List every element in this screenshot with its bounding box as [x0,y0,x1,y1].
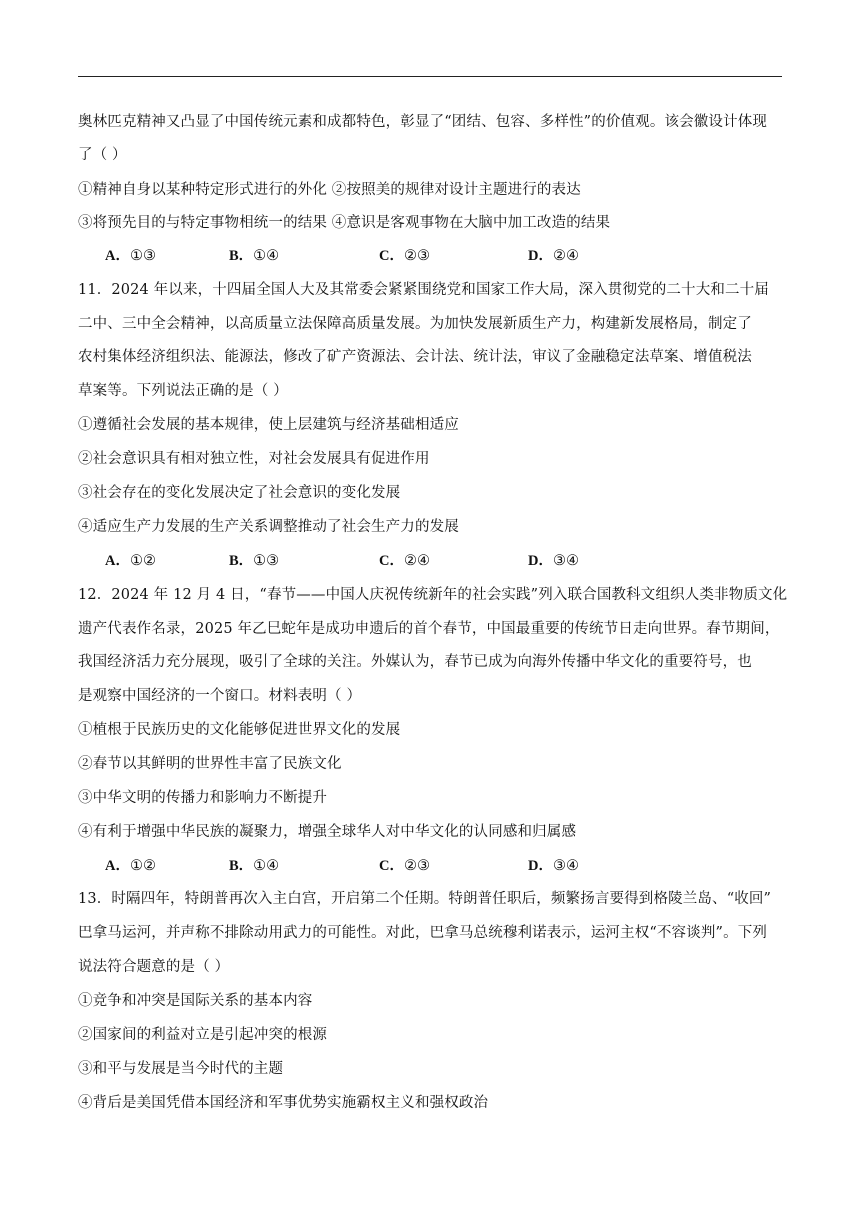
q13-statement: ②国家间的利益对立是引起冲突的根源 [78,1027,328,1043]
q12-stem-line: 是观察中国经济的一个窗口。材料表明（ ） [78,688,362,704]
q11-stem-line: 11．2024 年以来，十四届全国人大及其常委会紧紧围绕党和国家工作大局，深入贯彻党的二十大和二十届 [78,282,769,298]
q13-stem-line: 13．时隔四年，特朗普再次入主白宫，开启第二个任期。特朗普任职后，频繁扬言要得到格陵兰岛、“收回” [78,891,772,907]
q12-statement: ②春节以其鲜明的世界性丰富了民族文化 [78,756,342,772]
q12-statement: ①植根于民族历史的文化能够促进世界文化的发展 [78,722,401,738]
option-a[interactable]: A．①② [105,858,156,874]
q10-statement-line: ①精神自身以某种特定形式进行的外化 ②按照美的规律对设计主题进行的表达 [78,182,581,198]
q11-statement: ③社会存在的变化发展决定了社会意识的变化发展 [78,485,401,501]
q12-stem-line: 我国经济活力充分展现，吸引了全球的关注。外媒认为，春节已成为向海外传播中华文化的重要符号，也 [78,654,752,670]
q11-stem-line: 二中、三中全会精神，以高质量立法保障高质量发展。为加快发展新质生产力，构建新发展格局，制定了 [78,316,752,332]
q12-stem-line: 12．2024 年 12 月 4 日，“春节——中国人庆祝传统新年的社会实践”列入联合国教科文组织人类非物质文化 [78,587,788,603]
option-a[interactable]: A．①③ [105,248,156,264]
option-d[interactable]: D．③④ [528,858,579,874]
q13-statement: ①竞争和冲突是国际关系的基本内容 [78,993,313,1009]
q11-stem-line: 草案等。下列说法正确的是（ ） [78,383,288,399]
q10-statement-line: ③将预先目的与特定事物相统一的结果 ④意识是客观事物在大脑中加工改造的结果 [78,215,611,231]
option-a[interactable]: A．①② [105,553,156,569]
q10-stem-line: 奥林匹克精神又凸显了中国传统元素和成都特色，彰显了“团结、包容、多样性”的价值观。该会徽设计体现 [78,114,768,130]
q13-stem-line: 说法符合题意的是（ ） [78,959,230,975]
q13-stem-line: 巴拿马运河，并声称不排除动用武力的可能性。对此，巴拿马总统穆利诺表示，运河主权“不容谈判”。下列 [78,925,768,941]
q11-statement: ①遵循社会发展的基本规律，使上层建筑与经济基础相适应 [78,417,459,433]
q13-statement: ④背后是美国凭借本国经济和军事优势实施霸权主义和强权政治 [78,1095,489,1111]
option-b[interactable]: B．①④ [229,248,280,264]
option-d[interactable]: D．③④ [528,553,579,569]
header-rule [78,76,782,77]
option-d[interactable]: D．②④ [528,248,579,264]
q10-stem-line: 了（ ） [78,147,127,163]
option-c[interactable]: C．②③ [379,248,430,264]
option-b[interactable]: B．①④ [229,858,280,874]
option-c[interactable]: C．②③ [379,858,430,874]
option-c[interactable]: C．②④ [379,553,430,569]
q12-stem-line: 遗产代表作名录，2025 年乙巳蛇年是成功申遗后的首个春节，中国最重要的传统节日走向世界。春节期间， [78,621,780,637]
q11-statement: ②社会意识具有相对独立性，对社会发展具有促进作用 [78,451,430,467]
q11-stem-line: 农村集体经济组织法、能源法，修改了矿产资源法、会计法、统计法，审议了金融稳定法草案、增值税法 [78,349,752,365]
option-b[interactable]: B．①③ [229,553,280,569]
q13-statement: ③和平与发展是当今时代的主题 [78,1061,284,1077]
q12-statement: ③中华文明的传播力和影响力不断提升 [78,790,328,806]
q12-statement: ④有利于增强中华民族的凝聚力，增强全球华人对中华文化的认同感和归属感 [78,824,577,840]
q11-statement: ④适应生产力发展的生产关系调整推动了社会生产力的发展 [78,519,459,535]
